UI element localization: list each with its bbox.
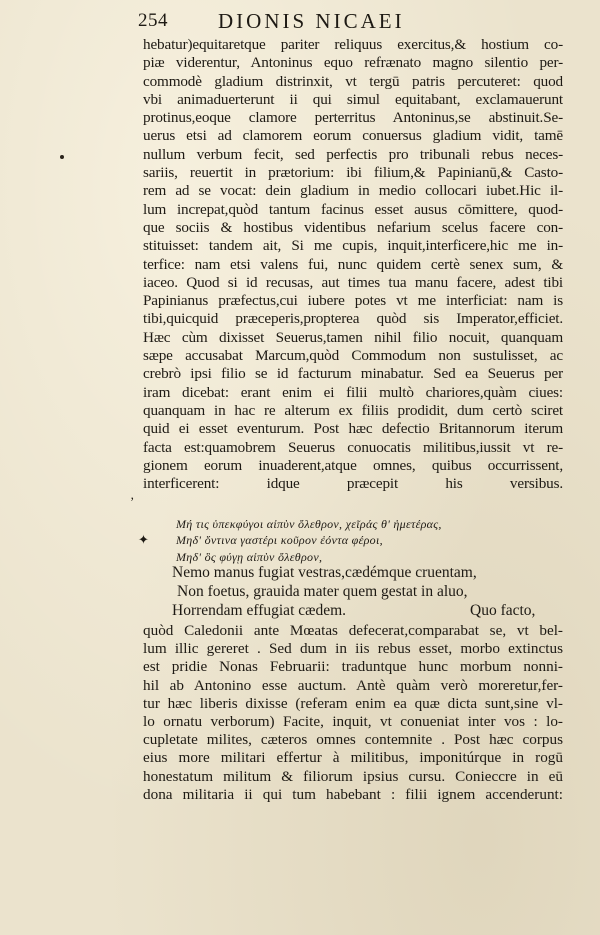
text-line: lum increpat,quòd tantum facinus esset ausus cōmittere, quod- (143, 200, 563, 218)
text-line: que sociis & hostibus videntibus nefarium scelus facere con- (143, 218, 563, 236)
text-line: uerus etsi ad clamorem eorum conuersus gladium vidit, tamē (143, 127, 563, 145)
text-line: interficerent: idque præcepit his versibus. (143, 475, 563, 493)
text-line: protinus,eoque clamore perterritus Antoninus,se abstinuit.Se- (143, 109, 563, 127)
text-line: est pridie Nonas Februarii: traduntque hunc morbum nonni- (143, 658, 563, 676)
text-line: facta est:quamobrem Seuerus conuocatis militibus,iussit vt re- (143, 438, 563, 456)
latin-verse-line: Non foetus, grauida mater quem gestat in aluo, (177, 583, 468, 600)
text-line: vbi animaduerterunt ii qui simul equitabant, exclamauerunt (143, 90, 563, 108)
text-line: hebatur)equitaretque pariter reliquus exercitus,& hostium co- (143, 36, 563, 53)
margin-mark: ✦ (138, 532, 149, 547)
text-line: Papinianus præfectus,cui iubere potes vt me interficiat: nam is (143, 292, 563, 310)
text-line: nullum verbum fecit, sed perfectis pro tribunali rebus neces- (143, 145, 563, 163)
greek-verse-line: Μηδ' ὃς φύγῃ αἰπὺν ὄλεθρον, (176, 550, 323, 564)
text-line: gionem eorum inuaderent,atque omnes, quibus occurrissent, (143, 456, 563, 474)
ink-dot (60, 155, 64, 159)
text-line: sæpe accusabat Marcum,quòd Commodum non sustulisset, ac (143, 347, 563, 365)
main-text-block (143, 36, 563, 493)
text-line: eius more militari effertur à militibus, imponitúrque in rogū (143, 749, 563, 767)
text-line: rem ad se vocat: dein gladium in medio collocari iubet.Hic il- (143, 182, 563, 200)
text-line: quanquam in hac re alterum ex filiis prodidit, dum certò sciret (143, 401, 563, 419)
margin-mark: ʼ (130, 494, 135, 509)
text-line: commodè gladium distrinxit, vt tergū patris percuteret: quod (143, 72, 563, 90)
running-head: DIONIS NICAEI (218, 9, 405, 33)
latin-verse-line: Horrendam effugiat cædem. (172, 602, 347, 619)
text-line: tibi,quicquid præceperis,propterea quòd sis Imperator,efficiet. (143, 310, 563, 328)
text-line: lo ornatu verborum) Facite, inquit, vt conueniat inter vos : lo- (143, 712, 563, 730)
text-line: stituisset: tandem ait, Si me cupis, inquit,interficere,hic me in- (143, 237, 563, 255)
continuation-text-block (143, 622, 563, 804)
text-line: piæ viderentur, Antoninus equo refrænato magno silentio per- (143, 54, 563, 72)
verse-continuation: Quo facto, (470, 602, 536, 619)
page-header (138, 6, 538, 32)
text-line: dona militaria ii qui tum habebant : filii ignem accenderunt: (143, 785, 563, 803)
text-line: hil ab Antonino esse auctum. Antè quàm verò moreretur,fer- (143, 676, 563, 694)
text-line: lum illic gereret . Sed dum in iis rebus esset, morbo extinctus (143, 640, 563, 658)
text-line: crebrò ipsi filio se id facturum minabatur. Sed ea Seuerus per (143, 365, 563, 383)
text-line: tur hæc liberis dixisse (referam enim ea quæ dicta sunt,sine vl- (143, 694, 563, 712)
text-line: terfice: nam etsi valens fui, nunc quidem certè senex sum, & (143, 255, 563, 273)
text-line: quòd Caledonii ante Mœatas defecerat,comparabat se, vt bel- (143, 622, 563, 639)
text-line: quid ei esset eventurum. Post hæc defectio Britannorum iterum (143, 420, 563, 438)
text-line: iram dicebat: erant enim ei filii multò chariores,quàm ciues: (143, 383, 563, 401)
latin-verse-line: Nemo manus fugiat vestras,cædémque cruentam, (172, 564, 477, 581)
text-line: cupletate milites, cæteros omnes contemnite . Post hæc corpus (143, 731, 563, 749)
greek-verse-line: Μηδ' ὅντινα γαστέρι κοῦρον ἐόντα φέροι, (176, 533, 383, 547)
text-line: Hæc cùm dixisset Seuerus,tamen nihil filio nocuit, quanquam (143, 328, 563, 346)
greek-verse-line: Μή τις ὑπεκφύγοι αἰπὺν ὄλεθρον, χεῖράς θ' ἡμετέρας, (176, 517, 442, 531)
text-line: iaceo. Quod si id recusas, aut times tua manu facere, adest tibi (143, 273, 563, 291)
text-line: honestatum militum & filiorum ipsius cursu. Conieccre in eū (143, 767, 563, 785)
page-number: 254 (138, 10, 168, 31)
text-line: sariis, reuertit in prætorium: ibi filium,& Papinianū,& Casto- (143, 164, 563, 182)
